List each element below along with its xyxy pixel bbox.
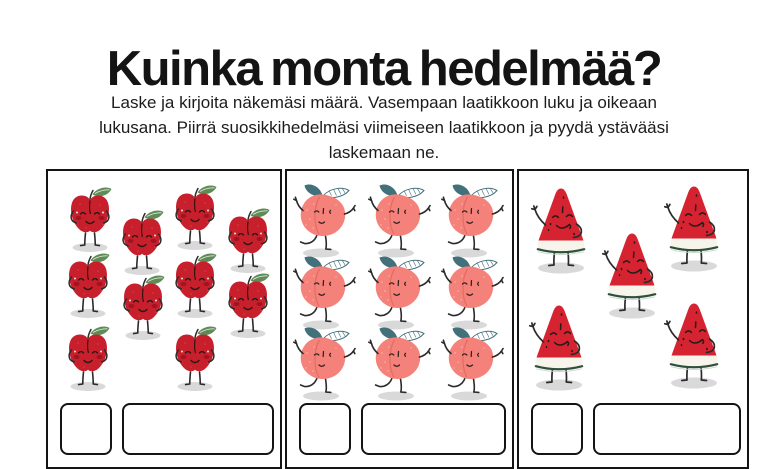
worksheet-title: Kuinka monta hedelmää? xyxy=(106,41,662,96)
apple-character-icon xyxy=(169,251,221,319)
apple-character-icon xyxy=(62,324,114,392)
word-answer-box[interactable] xyxy=(593,403,741,455)
peach-character-icon xyxy=(292,181,356,259)
number-answer-box[interactable] xyxy=(60,403,112,455)
number-answer-box[interactable] xyxy=(531,403,583,455)
watermelon-character-icon xyxy=(528,183,594,275)
watermelon-character-icon xyxy=(661,181,727,273)
fruit-panel-peaches xyxy=(285,169,514,469)
peach-character-icon xyxy=(367,324,431,402)
peach-character-icon xyxy=(440,324,504,402)
peach-character-icon xyxy=(292,324,356,402)
watermelon-character-icon xyxy=(661,298,727,390)
peach-character-icon xyxy=(292,253,356,331)
peach-character-icon xyxy=(367,181,431,259)
apple-character-icon xyxy=(62,251,114,319)
apple-character-icon xyxy=(222,206,274,274)
apple-character-icon xyxy=(117,273,169,341)
word-answer-box[interactable] xyxy=(361,403,506,455)
number-answer-box[interactable] xyxy=(299,403,351,455)
worksheet-instructions xyxy=(34,90,734,165)
apple-character-icon xyxy=(222,271,274,339)
peach-character-icon xyxy=(440,253,504,331)
apple-character-icon xyxy=(169,183,221,251)
apple-character-icon xyxy=(169,324,221,392)
fruit-panel-watermelons xyxy=(517,169,749,469)
peach-character-icon xyxy=(367,253,431,331)
instruction-line: lukusana. Piirrä suosikkihedelmäsi viimeiseen laatikkoon ja pyydä ystävääsi xyxy=(99,118,669,137)
apple-character-icon xyxy=(64,185,116,253)
apple-character-icon xyxy=(116,208,168,276)
watermelon-character-icon xyxy=(526,300,592,392)
fruit-panel-apples xyxy=(46,169,282,469)
watermelon-character-icon xyxy=(599,228,665,320)
word-answer-box[interactable] xyxy=(122,403,274,455)
instruction-line: laskemaan ne. xyxy=(328,143,440,162)
peach-character-icon xyxy=(440,181,504,259)
instruction-line: Laske ja kirjoita näkemäsi määrä. Vasempaan laatikkoon luku ja oikeaan xyxy=(111,93,657,112)
